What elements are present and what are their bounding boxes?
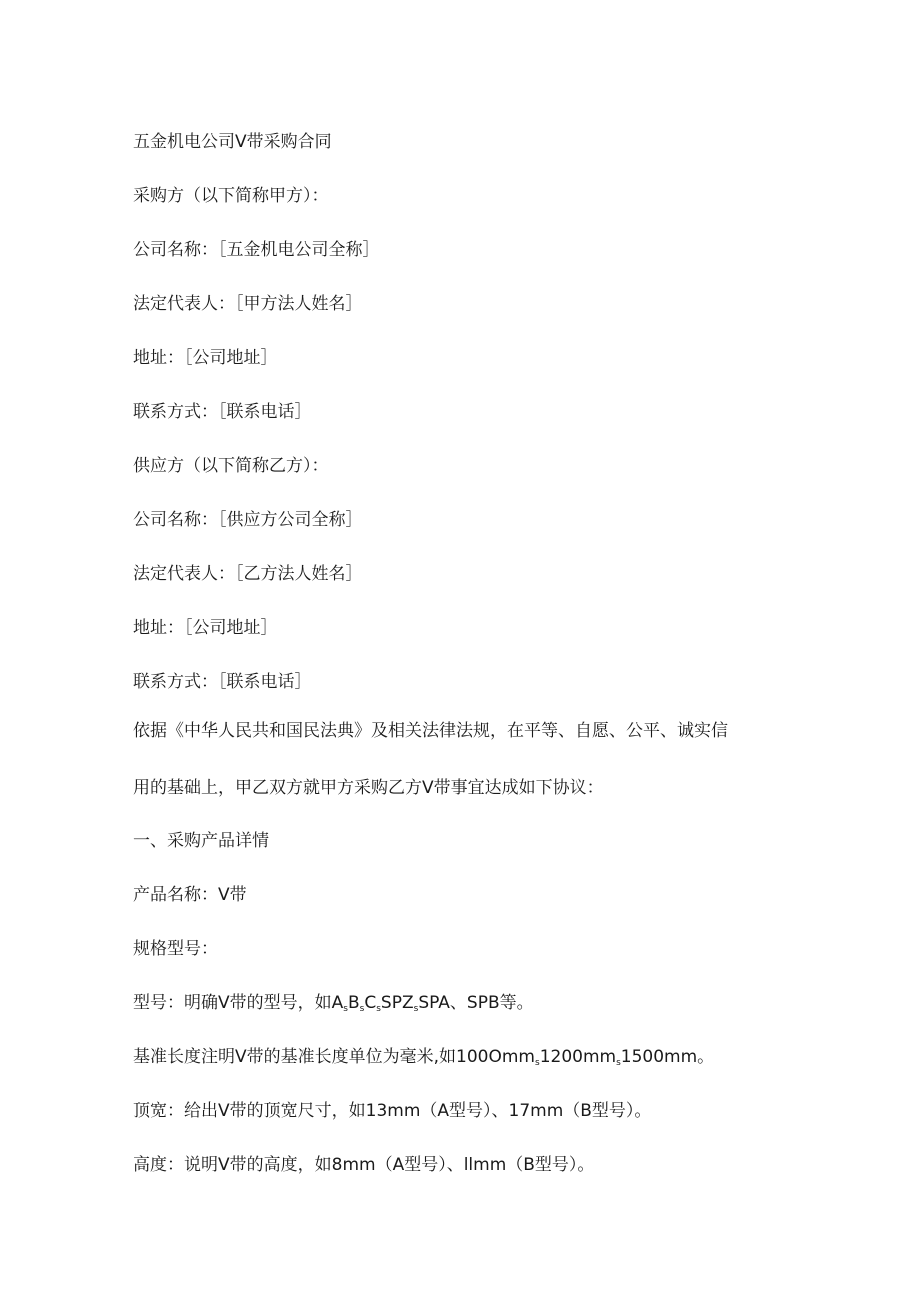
preamble-line-1: 依据《中华人民共和国民法典》及相关法律法规，在平等、自愿、公平、诚实信 [133,721,728,741]
base-length-sub-2: s [616,1058,621,1068]
supplier-legal-representative: 法定代表人：［乙方法人姓名］ [133,564,363,584]
model-text-1: 型号：明确V带的型号，如A [133,993,344,1013]
model-sub-3: s [376,1004,381,1014]
buyer-company-name: 公司名称：［五金机电公司全称］ [133,240,380,260]
model-line [133,992,534,1014]
base-length-text-3: 1500mm。 [620,1047,715,1067]
supplier-contact: 联系方式：［联系电话］ [133,672,312,692]
document-title: 五金机电公司V带采购合同 [133,132,332,152]
spec-heading: 规格型号： [133,939,218,959]
model-text-2: B [347,993,360,1013]
base-length-text-2: 1200mm [539,1047,617,1067]
section-1-heading: 一、采购产品详情 [133,831,269,851]
model-sub-4: s [413,1004,419,1014]
base-length-sub-1: s [534,1058,540,1068]
supplier-heading: 供应方（以下简称乙方）： [133,456,329,476]
model-text-3: C [364,993,377,1013]
preamble-line-2: 用的基础上，甲乙双方就甲方采购乙方V带事宜达成如下协议： [133,778,604,798]
supplier-company-name: 公司名称：［供应方公司全称］ [133,510,363,530]
base-length-text-1: 基准长度注明V带的基准长度单位为毫米,如100Omm [133,1047,535,1067]
base-length-line [133,1046,714,1068]
buyer-legal-representative: 法定代表人：［甲方法人姓名］ [133,294,363,314]
buyer-heading: 采购方（以下简称甲方）： [133,186,329,206]
buyer-contact: 联系方式：［联系电话］ [133,402,312,422]
supplier-address: 地址：［公司地址］ [133,618,278,638]
top-width-line: 顶宽：给出V带的顶宽尺寸，如13mm（A型号）、17mm（B型号）。 [133,1101,652,1121]
model-sub-1: s [343,1004,348,1014]
model-text-4: SPZ [380,993,414,1013]
model-text-5: SPA、SPB等。 [418,993,534,1013]
product-name: 产品名称：V带 [133,885,247,905]
buyer-address: 地址：［公司地址］ [133,348,278,368]
model-sub-2: s [359,1004,365,1014]
height-line: 高度：说明V带的高度，如8mm（A型号）、llmm（B型号）。 [133,1155,595,1175]
